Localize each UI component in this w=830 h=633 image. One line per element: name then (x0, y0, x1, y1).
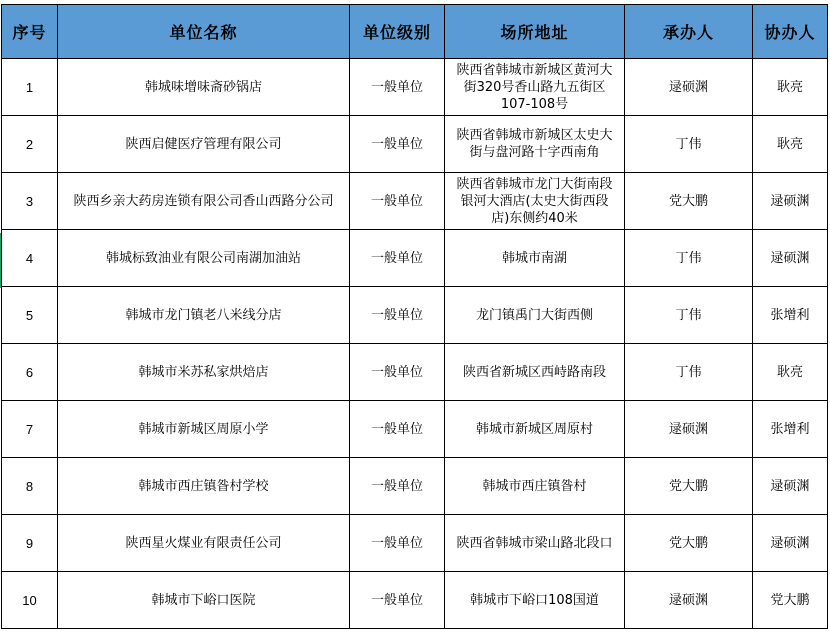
header-address[interactable]: 场所地址 (445, 5, 625, 59)
cell-name[interactable]: 陕西乡亲大药房连锁有限公司香山西路分公司 (58, 173, 350, 230)
cell-name[interactable]: 韩城市龙门镇老八米线分店 (58, 287, 350, 344)
cell-name[interactable]: 陕西启健医疗管理有限公司 (58, 116, 350, 173)
cell-handler[interactable]: 党大鹏 (625, 458, 753, 515)
cell-handler[interactable]: 逯硕渊 (625, 401, 753, 458)
cell-address[interactable]: 陕西省韩城市梁山路北段口 (445, 515, 625, 572)
cell-handler[interactable]: 逯硕渊 (625, 59, 753, 116)
cell-address[interactable]: 陕西省韩城市新城区黄河大街320号香山路九五街区107-108号 (445, 59, 625, 116)
cell-index[interactable]: 1 (2, 59, 58, 116)
cell-assistant[interactable]: 张增利 (753, 287, 828, 344)
cell-assistant[interactable]: 耿亮 (753, 344, 828, 401)
cell-index[interactable]: 9 (2, 515, 58, 572)
cell-assistant[interactable]: 张增利 (753, 401, 828, 458)
cell-index[interactable]: 3 (2, 173, 58, 230)
cell-level[interactable]: 一般单位 (350, 173, 445, 230)
cell-level[interactable]: 一般单位 (350, 458, 445, 515)
table-row (2, 458, 828, 515)
header-handler[interactable]: 承办人 (625, 5, 753, 59)
cell-level[interactable]: 一般单位 (350, 572, 445, 629)
cell-name[interactable]: 韩城市新城区周原小学 (58, 401, 350, 458)
cell-address[interactable]: 陕西省韩城市新城区太史大街与盘河路十字西南角 (445, 116, 625, 173)
cell-address[interactable]: 陕西省韩城市龙门大街南段银河大酒店(太史大街西段店)东侧约40米 (445, 173, 625, 230)
cell-assistant[interactable]: 耿亮 (753, 59, 828, 116)
header-index[interactable]: 序号 (2, 5, 58, 59)
cell-assistant[interactable]: 逯硕渊 (753, 230, 828, 287)
header-level[interactable]: 单位级别 (350, 5, 445, 59)
cell-index[interactable]: 10 (2, 572, 58, 629)
header-name[interactable]: 单位名称 (58, 5, 350, 59)
cell-index[interactable]: 5 (2, 287, 58, 344)
cell-index[interactable]: 6 (2, 344, 58, 401)
cell-level[interactable]: 一般单位 (350, 344, 445, 401)
table-row (2, 287, 828, 344)
cell-handler[interactable]: 丁伟 (625, 287, 753, 344)
cell-index[interactable]: 4 (2, 230, 58, 287)
cell-handler[interactable]: 党大鹏 (625, 173, 753, 230)
cell-level[interactable]: 一般单位 (350, 230, 445, 287)
cell-level[interactable]: 一般单位 (350, 401, 445, 458)
table-row (2, 572, 828, 629)
cell-name[interactable]: 韩城味增味斋砂锅店 (58, 59, 350, 116)
cell-index[interactable]: 7 (2, 401, 58, 458)
cell-name[interactable]: 韩城标致油业有限公司南湖加油站 (58, 230, 350, 287)
cell-assistant[interactable]: 逯硕渊 (753, 458, 828, 515)
cell-address[interactable]: 韩城市南湖 (445, 230, 625, 287)
unit-table (1, 4, 828, 629)
cell-handler[interactable]: 党大鹏 (625, 515, 753, 572)
cell-name[interactable]: 韩城市下峪口医院 (58, 572, 350, 629)
table-row (2, 344, 828, 401)
cell-handler[interactable]: 丁伟 (625, 116, 753, 173)
table-row (2, 230, 828, 287)
cell-name[interactable]: 韩城市西庄镇昝村学校 (58, 458, 350, 515)
cell-address[interactable]: 韩城市下峪口108国道 (445, 572, 625, 629)
cell-assistant[interactable]: 党大鹏 (753, 572, 828, 629)
cell-address[interactable]: 韩城市西庄镇昝村 (445, 458, 625, 515)
cell-assistant[interactable]: 逯硕渊 (753, 515, 828, 572)
cell-index[interactable]: 2 (2, 116, 58, 173)
cell-handler[interactable]: 丁伟 (625, 344, 753, 401)
table-row (2, 401, 828, 458)
cell-handler[interactable]: 丁伟 (625, 230, 753, 287)
cell-name[interactable]: 陕西星火煤业有限责任公司 (58, 515, 350, 572)
cell-name[interactable]: 韩城市米苏私家烘焙店 (58, 344, 350, 401)
table-row (2, 515, 828, 572)
cell-address[interactable]: 韩城市新城区周原村 (445, 401, 625, 458)
cell-address[interactable]: 陕西省新城区西峙路南段 (445, 344, 625, 401)
header-assistant[interactable]: 协办人 (753, 5, 828, 59)
table-row (2, 116, 828, 173)
cell-assistant[interactable]: 逯硕渊 (753, 173, 828, 230)
cell-level[interactable]: 一般单位 (350, 59, 445, 116)
table-row (2, 59, 828, 116)
cell-address[interactable]: 龙门镇禹门大街西侧 (445, 287, 625, 344)
header-row (2, 5, 828, 59)
cell-assistant[interactable]: 耿亮 (753, 116, 828, 173)
cell-level[interactable]: 一般单位 (350, 116, 445, 173)
table-row (2, 173, 828, 230)
cell-level[interactable]: 一般单位 (350, 515, 445, 572)
cell-index[interactable]: 8 (2, 458, 58, 515)
cell-handler[interactable]: 逯硕渊 (625, 572, 753, 629)
cell-level[interactable]: 一般单位 (350, 287, 445, 344)
